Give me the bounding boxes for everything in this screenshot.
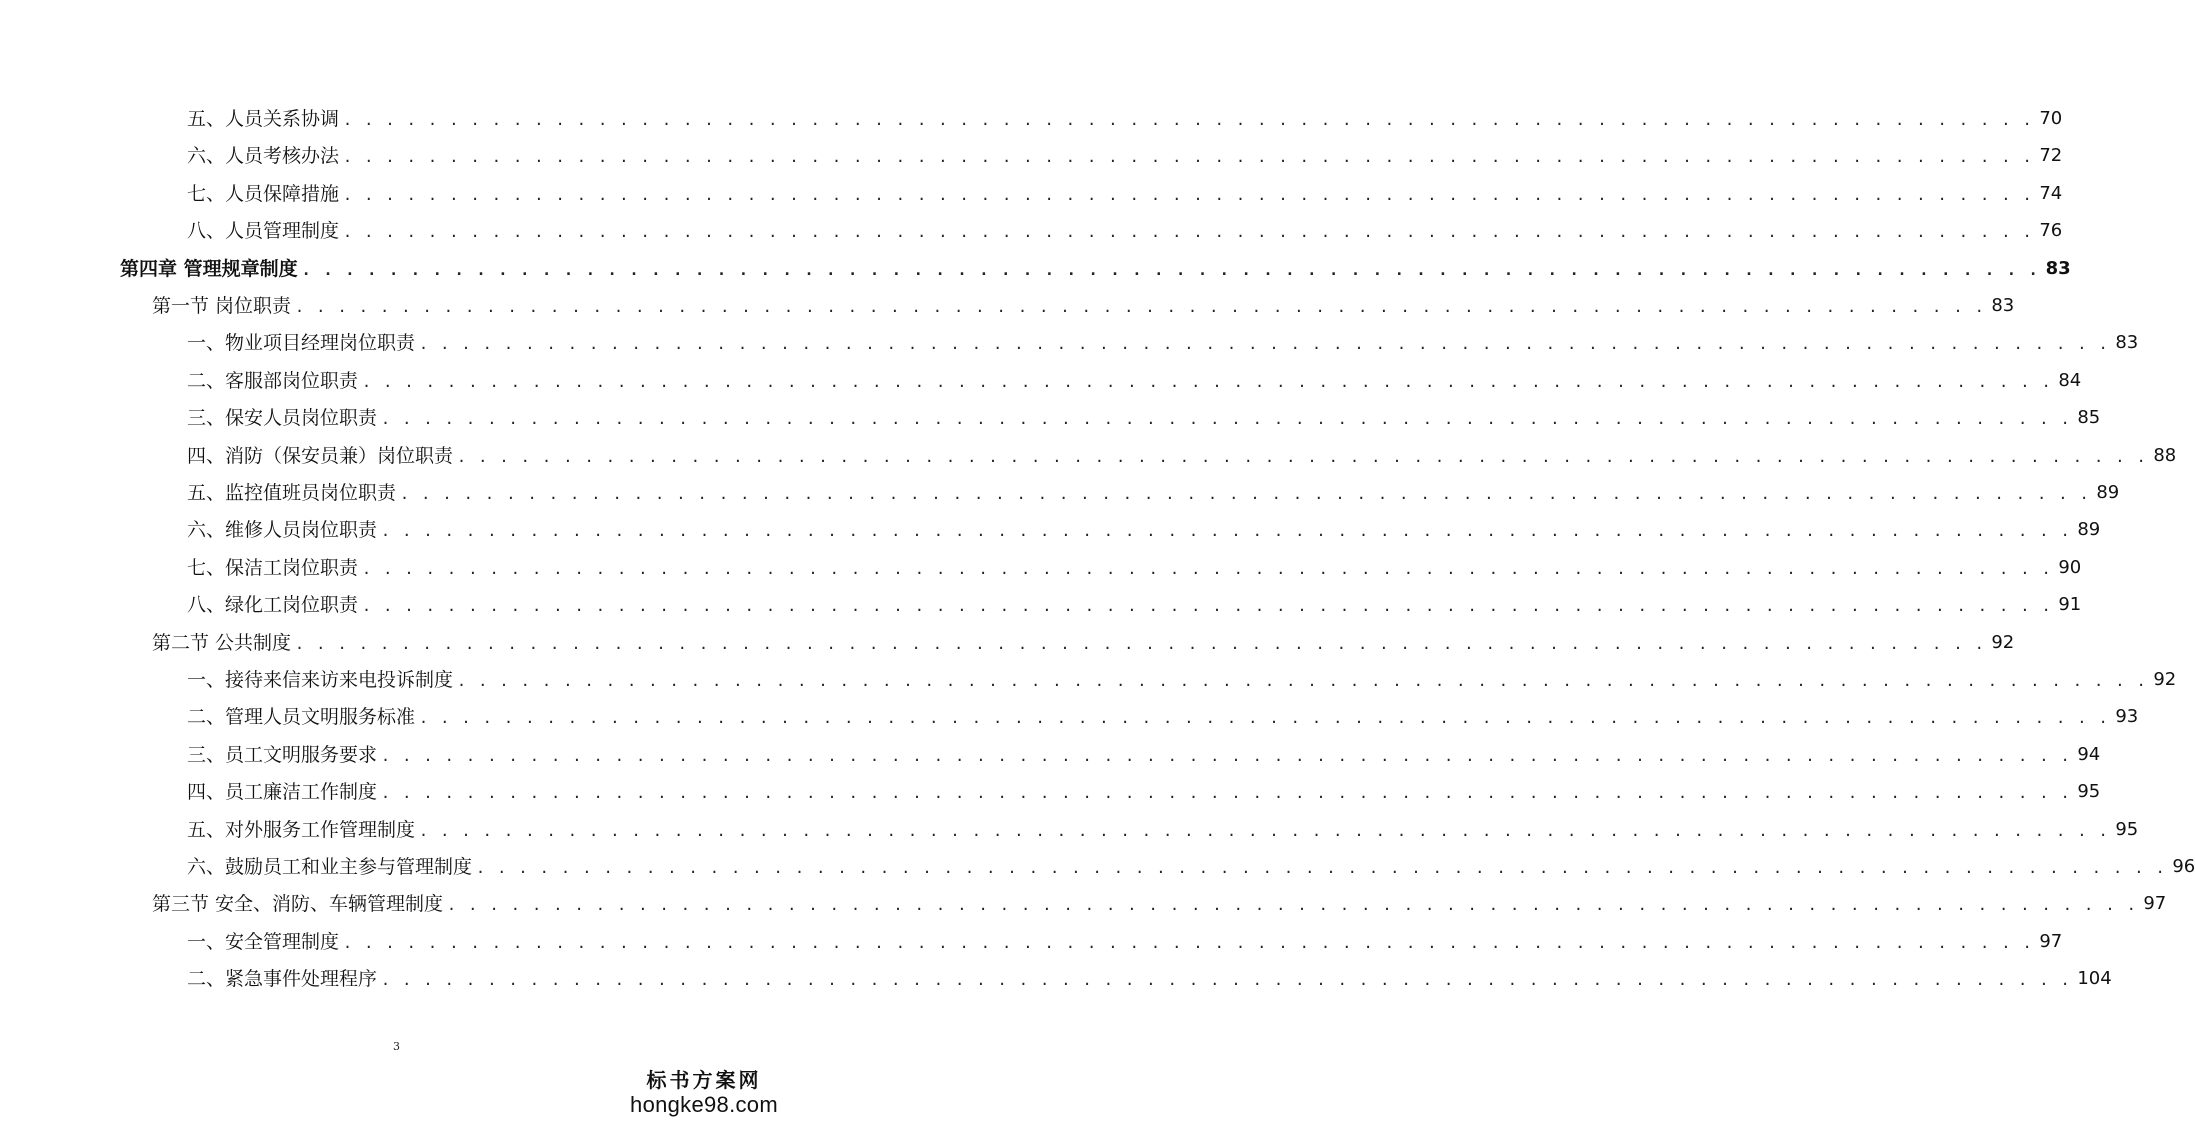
toc-entry-page-number: 93 (2115, 706, 2139, 728)
toc-entry-page-number: 83 (2115, 332, 2139, 354)
toc-dot-leader: . . . . . . . . . . . . . . . . . . . . . . . . . . . . . . . . . . . . . . . . . . . . . . . . . . . . . . . . . . . . . . . . . . . . . . . . . . . . . . . . (301, 260, 2040, 279)
toc-entry-title: 六、维修人员岗位职责 (187, 519, 378, 542)
toc-dot-leader: . . . . . . . . . . . . . . . . . . . . . . . . . . . . . . . . . . . . . . . . . . . . . . . . . . . . . . . . . . . . . . . . . . . . . . . . . . . . . . . . (419, 709, 2110, 728)
toc-dot-leader: . . . . . . . . . . . . . . . . . . . . . . . . . . . . . . . . . . . . . . . . . . . . . . . . . . . . . . . . . . . . . . . . . . . . . . . . . . . . . . . . (457, 447, 2148, 466)
toc-entry-title: 第三节 安全、消防、车辆管理制度 (152, 893, 444, 916)
toc-entry-title: 六、人员考核办法 (187, 145, 340, 168)
toc-dot-leader: . . . . . . . . . . . . . . . . . . . . . . . . . . . . . . . . . . . . . . . . . . . . . . . . . . . . . . . . . . . . . . . . . . . . . . . . . . . . . . . . (343, 111, 2034, 129)
toc-entry-page-number: 72 (2039, 145, 2063, 167)
toc-dot-leader: . . . . . . . . . . . . . . . . . . . . . . . . . . . . . . . . . . . . . . . . . . . . . . . . . . . . . . . . . . . . . . . . . . . . . . . . . . . . . . . . (295, 634, 1986, 653)
toc-entry-page-number: 95 (2115, 818, 2139, 840)
toc-dot-leader: . . . . . . . . . . . . . . . . . . . . . . . . . . . . . . . . . . . . . . . . . . . . . . . . . . . . . . . . . . . . . . . . . . . . . . . . . . . . . . . . (381, 746, 2072, 765)
toc-entry-title: 第二节 公共制度 (152, 631, 292, 654)
toc-entry-title: 一、安全管理制度 (187, 930, 340, 953)
toc-entry-title: 五、人员关系协调 (187, 108, 340, 130)
toc-entry[interactable] (187, 852, 2195, 882)
toc-entry-title: 二、紧急事件处理程序 (187, 968, 378, 991)
toc-entry[interactable] (187, 590, 2082, 620)
toc-entry-title: 二、客服部岗位职责 (187, 369, 359, 392)
page-number: 3 (393, 1040, 400, 1053)
toc-entry[interactable] (187, 216, 2063, 246)
toc-entry-title: 第四章 管理规章制度 (120, 257, 298, 280)
toc-dot-leader: . . . . . . . . . . . . . . . . . . . . . . . . . . . . . . . . . . . . . . . . . . . . . . . . . . . . . . . . . . . . . . . . . . . . . . . . . . . . . . . . (457, 672, 2148, 690)
toc-entry[interactable] (187, 964, 2112, 994)
toc-dot-leader: . . . . . . . . . . . . . . . . . . . . . . . . . . . . . . . . . . . . . . . . . . . . . . . . . . . . . . . . . . . . . . . . . . . . . . . . . . . . . . . . (419, 335, 2110, 354)
toc-entry-title: 一、物业项目经理岗位职责 (187, 332, 416, 355)
toc-entry[interactable] (152, 628, 2015, 658)
toc-entry-page-number: 76 (2039, 220, 2063, 242)
toc-dot-leader: . . . . . . . . . . . . . . . . . . . . . . . . . . . . . . . . . . . . . . . . . . . . . . . . . . . . . . . . . . . . . . . . . . . . . . . . . . . . . . . . (343, 148, 2034, 167)
toc-entry-page-number: 95 (2077, 781, 2101, 803)
toc-dot-leader: . . . . . . . . . . . . . . . . . . . . . . . . . . . . . . . . . . . . . . . . . . . . . . . . . . . . . . . . . . . . . . . . . . . . . . . . . . . . . . . . (381, 784, 2072, 803)
toc-entry-page-number: 97 (2143, 893, 2167, 915)
toc-entry-page-number: 88 (2153, 444, 2177, 466)
toc-entry-title: 八、人员管理制度 (187, 220, 340, 243)
toc-entry-page-number: 70 (2039, 108, 2063, 129)
toc-entry-page-number: 96 (2172, 856, 2195, 877)
toc-dot-leader: . . . . . . . . . . . . . . . . . . . . . . . . . . . . . . . . . . . . . . . . . . . . . . . . . . . . . . . . . . . . . . . . . . . . . . . . . . . . . . . . (362, 372, 2053, 391)
watermark-url: hongke98.com (630, 1092, 778, 1117)
toc-entry[interactable] (187, 702, 2139, 732)
toc-entry-page-number: 83 (2045, 257, 2071, 279)
toc-entry[interactable] (152, 291, 2015, 321)
toc-entry[interactable] (187, 478, 2120, 508)
toc-dot-leader: . . . . . . . . . . . . . . . . . . . . . . . . . . . . . . . . . . . . . . . . . . . . . . . . . . . . . . . . . . . . . . . . . . . . . . . . . . . . . . . . (381, 971, 2072, 990)
toc-entry[interactable] (187, 553, 2082, 583)
toc-entry-title: 五、监控值班员岗位职责 (187, 482, 397, 504)
toc-entry-page-number: 84 (2058, 369, 2082, 391)
toc-entry-page-number: 90 (2058, 556, 2082, 578)
toc-entry-title: 八、绿化工岗位职责 (187, 594, 359, 617)
toc-entry-title: 七、人员保障措施 (187, 182, 340, 205)
toc-entry[interactable] (187, 104, 2063, 134)
toc-dot-leader: . . . . . . . . . . . . . . . . . . . . . . . . . . . . . . . . . . . . . . . . . . . . . . . . . . . . . . . . . . . . . . . . . . . . . . . . . . . . . . . . (343, 185, 2034, 204)
toc-dot-leader: . . . . . . . . . . . . . . . . . . . . . . . . . . . . . . . . . . . . . . . . . . . . . . . . . . . . . . . . . . . . . . . . . . . . . . . . . . . . . . . . (343, 223, 2034, 242)
toc-entry[interactable] (152, 889, 2167, 919)
toc-entry-page-number: 89 (2096, 482, 2120, 503)
toc-entry-page-number: 74 (2039, 182, 2063, 204)
toc-dot-leader: . . . . . . . . . . . . . . . . . . . . . . . . . . . . . . . . . . . . . . . . . . . . . . . . . . . . . . . . . . . . . . . . . . . . . . . . . . . . . . . . (419, 821, 2110, 840)
toc-dot-leader: . . . . . . . . . . . . . . . . . . . . . . . . . . . . . . . . . . . . . . . . . . . . . . . . . . . . . . . . . . . . . . . . . . . . . . . . . . . . . . . . (381, 522, 2072, 541)
toc-entry-page-number: 97 (2039, 930, 2063, 952)
toc-entry-title: 一、接待来信来访来电投诉制度 (187, 669, 454, 691)
toc-entry[interactable] (187, 403, 2101, 433)
toc-entry-page-number: 94 (2077, 743, 2101, 765)
toc-entry[interactable] (187, 441, 2177, 471)
toc-entry-title: 二、管理人员文明服务标准 (187, 706, 416, 729)
toc-entry[interactable] (187, 740, 2101, 770)
toc-entry-page-number: 85 (2077, 407, 2101, 429)
toc-entry[interactable] (187, 515, 2101, 545)
toc-entry[interactable] (187, 179, 2063, 209)
toc-dot-leader: . . . . . . . . . . . . . . . . . . . . . . . . . . . . . . . . . . . . . . . . . . . . . . . . . . . . . . . . . . . . . . . . . . . . . . . . . . . . . . . . (447, 896, 2138, 915)
toc-entry[interactable] (187, 777, 2101, 807)
toc-entry-page-number: 91 (2058, 594, 2082, 616)
toc-entry-title: 三、员工文明服务要求 (187, 743, 378, 766)
toc-entry-title: 三、保安人员岗位职责 (187, 407, 378, 430)
toc-entry-page-number: 92 (2153, 669, 2177, 690)
toc-dot-leader: . . . . . . . . . . . . . . . . . . . . . . . . . . . . . . . . . . . . . . . . . . . . . . . . . . . . . . . . . . . . . . . . . . . . . . . . . . . . . . . . (295, 298, 1986, 316)
toc-entry-page-number: 104 (2077, 968, 2112, 990)
toc-dot-leader: . . . . . . . . . . . . . . . . . . . . . . . . . . . . . . . . . . . . . . . . . . . . . . . . . . . . . . . . . . . . . . . . . . . . . . . . . . . . . . . . (381, 410, 2072, 429)
toc-entry[interactable] (187, 665, 2177, 695)
toc-dot-leader: . . . . . . . . . . . . . . . . . . . . . . . . . . . . . . . . . . . . . . . . . . . . . . . . . . . . . . . . . . . . . . . . . . . . . . . . . . . . . . . . (400, 485, 2091, 503)
toc-entry[interactable] (187, 141, 2063, 171)
toc-entry[interactable] (187, 328, 2139, 358)
toc-entry-title: 第一节 岗位职责 (152, 295, 292, 317)
toc-entry-page-number: 89 (2077, 519, 2101, 541)
toc-entry[interactable] (120, 254, 2071, 284)
toc-entry[interactable] (187, 815, 2139, 845)
toc-entry-title: 四、员工廉洁工作制度 (187, 781, 378, 804)
toc-entry-title: 六、鼓励员工和业主参与管理制度 (187, 856, 473, 878)
toc-dot-leader: . . . . . . . . . . . . . . . . . . . . . . . . . . . . . . . . . . . . . . . . . . . . . . . . . . . . . . . . . . . . . . . . . . . . . . . . . . . . . . . . (343, 933, 2034, 952)
toc-entry[interactable] (187, 927, 2063, 957)
toc-dot-leader: . . . . . . . . . . . . . . . . . . . . . . . . . . . . . . . . . . . . . . . . . . . . . . . . . . . . . . . . . . . . . . . . . . . . . . . . . . . . . . . . (476, 859, 2167, 877)
toc-dot-leader: . . . . . . . . . . . . . . . . . . . . . . . . . . . . . . . . . . . . . . . . . . . . . . . . . . . . . . . . . . . . . . . . . . . . . . . . . . . . . . . . (362, 597, 2053, 616)
toc-entry[interactable] (187, 366, 2082, 396)
watermark-chinese-text: 标书方案网 (646, 1068, 762, 1092)
toc-entry-title: 五、对外服务工作管理制度 (187, 818, 416, 841)
toc-dot-leader: . . . . . . . . . . . . . . . . . . . . . . . . . . . . . . . . . . . . . . . . . . . . . . . . . . . . . . . . . . . . . . . . . . . . . . . . . . . . . . . . (362, 559, 2053, 578)
toc-entry-title: 四、消防（保安员兼）岗位职责 (187, 444, 454, 467)
toc-entry-page-number: 92 (1991, 631, 2015, 653)
watermark-logo (629, 1068, 779, 1118)
toc-entry-page-number: 83 (1991, 295, 2015, 316)
toc-entry-title: 七、保洁工岗位职责 (187, 556, 359, 579)
